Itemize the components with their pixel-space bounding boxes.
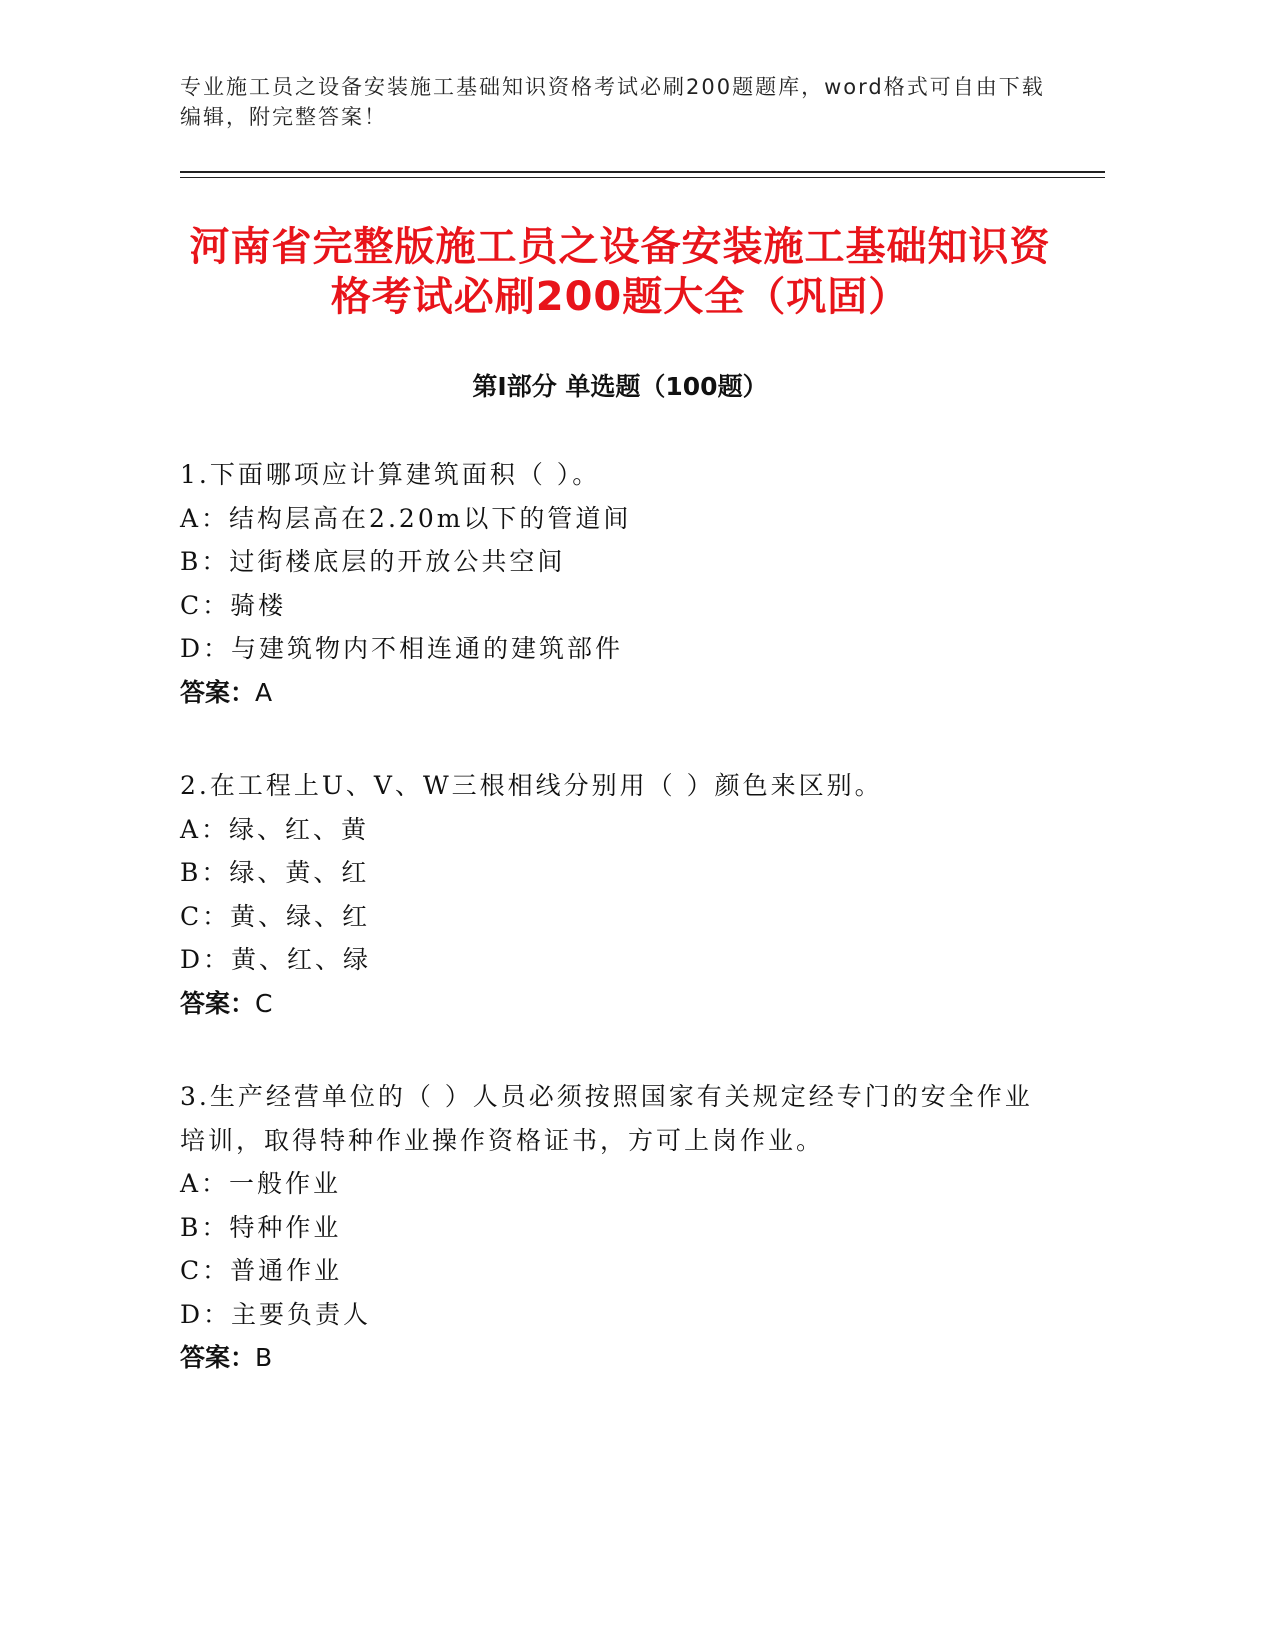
option-d: D：主要负责人 (180, 1299, 372, 1329)
option-a: A：绿、红、黄 (180, 814, 370, 844)
question-stem: 1.下面哪项应计算建筑面积（ ）。 (180, 460, 601, 489)
answer-label: 答案： (180, 988, 256, 1018)
option-d: D：黄、红、绿 (180, 945, 372, 974)
answer-value: A (255, 677, 273, 707)
header-rule-thin (180, 177, 1105, 178)
answer-label: 答案： (180, 677, 256, 707)
question-3 (180, 1075, 1050, 1380)
header-note: 专业施工员之设备安装施工基础知识资格考试必刷200题题库，word格式可自由下载编辑，附完整答案！ (180, 75, 1045, 129)
question-stem: 3.生产经营单位的（ ）人员必须按照国家有关规定经专门的安全作业培训，取得特种作业操作资格证书，方可上岗作业。 (180, 1082, 1033, 1155)
option-b: B：绿、黄、红 (180, 858, 370, 887)
document-title: 河南省完整版施工员之设备安装施工基础知识资格考试必刷200题大全（巩固） (189, 224, 1051, 320)
answer-line (180, 982, 1050, 1026)
question-1 (180, 453, 1050, 714)
option-c: C：普通作业 (180, 1256, 343, 1285)
answer-value: B (255, 1343, 273, 1372)
answer-line (180, 1336, 1050, 1380)
question-stem: 2.在工程上U、V、W三根相线分别用（ ）颜色来区别。 (180, 771, 883, 800)
section-title: 第Ⅰ部分 单选题（100题） (472, 372, 768, 401)
option-b: B：特种作业 (180, 1212, 342, 1242)
option-a: A：结构层高在2.20m以下的管道间 (180, 503, 632, 533)
answer-value: C (255, 988, 273, 1018)
header-rule-thick (180, 171, 1105, 173)
option-d: D：与建筑物内不相连通的建筑部件 (180, 634, 624, 663)
option-a: A：一般作业 (180, 1169, 342, 1198)
answer-line (180, 671, 1050, 715)
question-list (180, 453, 1050, 1430)
option-c: C：骑楼 (180, 590, 287, 620)
answer-label: 答案： (180, 1343, 256, 1372)
question-2 (180, 764, 1050, 1025)
option-b: B：过街楼底层的开放公共空间 (180, 547, 566, 576)
option-c: C：黄、绿、红 (180, 901, 371, 931)
